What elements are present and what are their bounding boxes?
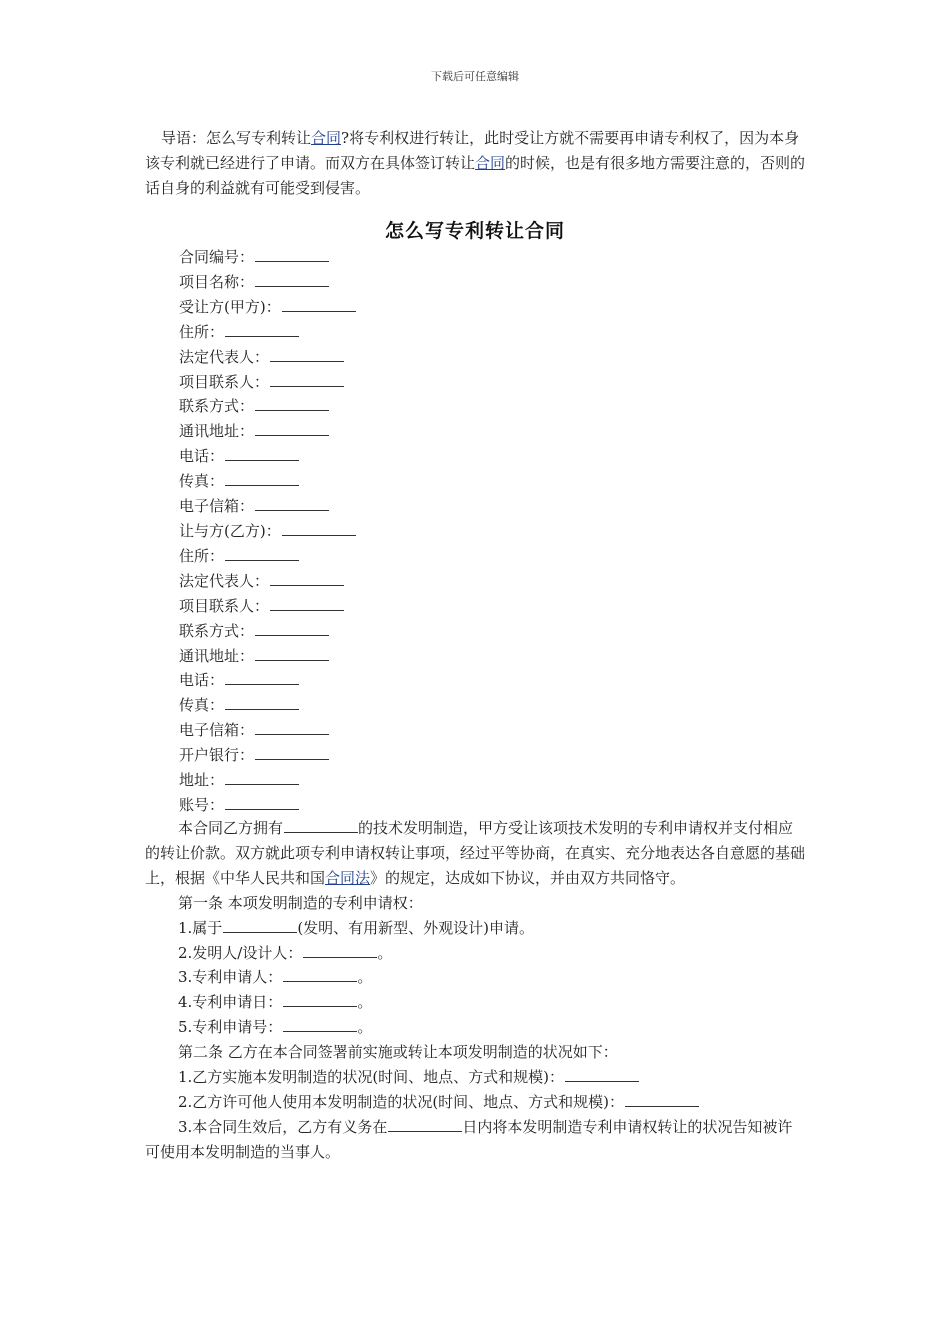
field-mailing-address: 通讯地址： [179,644,356,669]
field-assignee: 受让方(甲方)： [179,295,356,320]
blank-line [282,299,356,312]
intro-text: 导语：怎么写专利转让 [161,129,312,147]
blank-line [225,324,299,337]
field-bank: 开户银行： [179,743,356,768]
field-email: 电子信箱： [179,494,356,519]
article-2-item-3: 3.本合同生效后，乙方有义务在 日内将本发明制造专利申请权转让的状况告知被许可使用本发明制造的当事人。 [145,1117,793,1161]
field-contact-method: 联系方式： [179,619,356,644]
article-1-item-4: 4.专利申请日： 。 [178,993,373,1012]
article-1-item-3: 3.专利申请人： 。 [178,968,373,987]
blank-line [270,349,344,362]
blank-line [303,945,377,958]
field-mailing-address: 通讯地址： [179,419,356,444]
contract-body [145,816,807,1165]
intro-text: 的时候，也是有很多地方需要注意的，否则的话自身的利益就有可能受到侵害。 [145,154,806,197]
field-project-name: 项目名称： [179,270,356,295]
intro-text: ?将专利权进行转让，此时受让方就不需要再申请专利权了，因为本身该专利就已经进行了申请。而双方在具体签订转让 [145,129,800,172]
blank-line [283,1019,357,1032]
field-contract-no: 合同编号： [179,245,356,270]
field-account-no: 账号： [179,793,356,818]
blank-line [255,274,329,287]
field-address: 住所： [179,320,356,345]
party-fields [179,245,356,818]
blank-line [225,772,299,785]
article-2-heading: 第二条 乙方在本合同签署前实施或转让本项发明制造的状况如下： [178,1043,618,1062]
blank-line [270,598,344,611]
article-1-item-1: 1.属于 (发明、有用新型、外观设计)申请。 [178,918,535,937]
blank-line [225,448,299,461]
blank-line [223,920,297,933]
field-bank-address: 地址： [179,768,356,793]
blank-line [270,374,344,387]
blank-line [255,623,329,636]
blank-line [255,648,329,661]
field-phone: 电话： [179,668,356,693]
blank-line [225,473,299,486]
blank-line [255,747,329,760]
article-1-item-5: 5.专利申请号： 。 [178,1018,373,1037]
field-address: 住所： [179,544,356,569]
blank-line [625,1094,699,1107]
blank-line [283,994,357,1007]
blank-line [255,398,329,411]
blank-line [255,722,329,735]
blank-line [283,969,357,982]
blank-line [255,498,329,511]
intro-paragraph [145,126,807,201]
field-fax: 传真： [179,469,356,494]
field-project-contact: 项目联系人： [179,594,356,619]
blank-line [565,1069,639,1082]
blank-line [270,573,344,586]
blank-line [255,423,329,436]
field-legal-rep: 法定代表人： [179,569,356,594]
blank-line [225,797,299,810]
preamble-paragraph: 本合同乙方拥有 的技术发明制造，甲方受让该项技术发明的专利申请权并支付相应的转让价款。双方就此项专利申请权转让事项，经过平等协商，在真实、充分地表达各自意愿的基础上，根据《中华人民共和国合同法》的规定，达成如下协议，并由双方共同恪守。 [145,819,806,887]
blank-line [388,1119,462,1132]
contract-link[interactable]: 合同 [475,154,506,172]
field-fax: 传真： [179,693,356,718]
blank-line [282,523,356,536]
blank-line [255,249,329,262]
blank-line [284,820,358,833]
blank-line [225,548,299,561]
header-note: 下载后可任意编辑 [431,70,519,83]
article-2-item-1: 1.乙方实施本发明制造的状况(时间、地点、方式和规模)： [145,1065,807,1090]
article-2-item-2: 2.乙方许可他人使用本发明制造的状况(时间、地点、方式和规模)： [145,1090,807,1115]
contract-link[interactable]: 合同 [311,129,342,147]
article-1-heading: 第一条 本项发明制造的专利申请权： [178,893,423,912]
field-contact-method: 联系方式： [179,394,356,419]
article-1-item-2: 2.发明人/设计人： 。 [178,943,393,962]
field-legal-rep: 法定代表人： [179,345,356,370]
document-title: 怎么写专利转让合同 [384,220,565,242]
contract-law-link[interactable]: 合同法 [325,868,371,887]
field-phone: 电话： [179,444,356,469]
field-email: 电子信箱： [179,718,356,743]
blank-line [225,672,299,685]
field-project-contact: 项目联系人： [179,370,356,395]
blank-line [225,697,299,710]
field-assignor: 让与方(乙方)： [179,519,356,544]
